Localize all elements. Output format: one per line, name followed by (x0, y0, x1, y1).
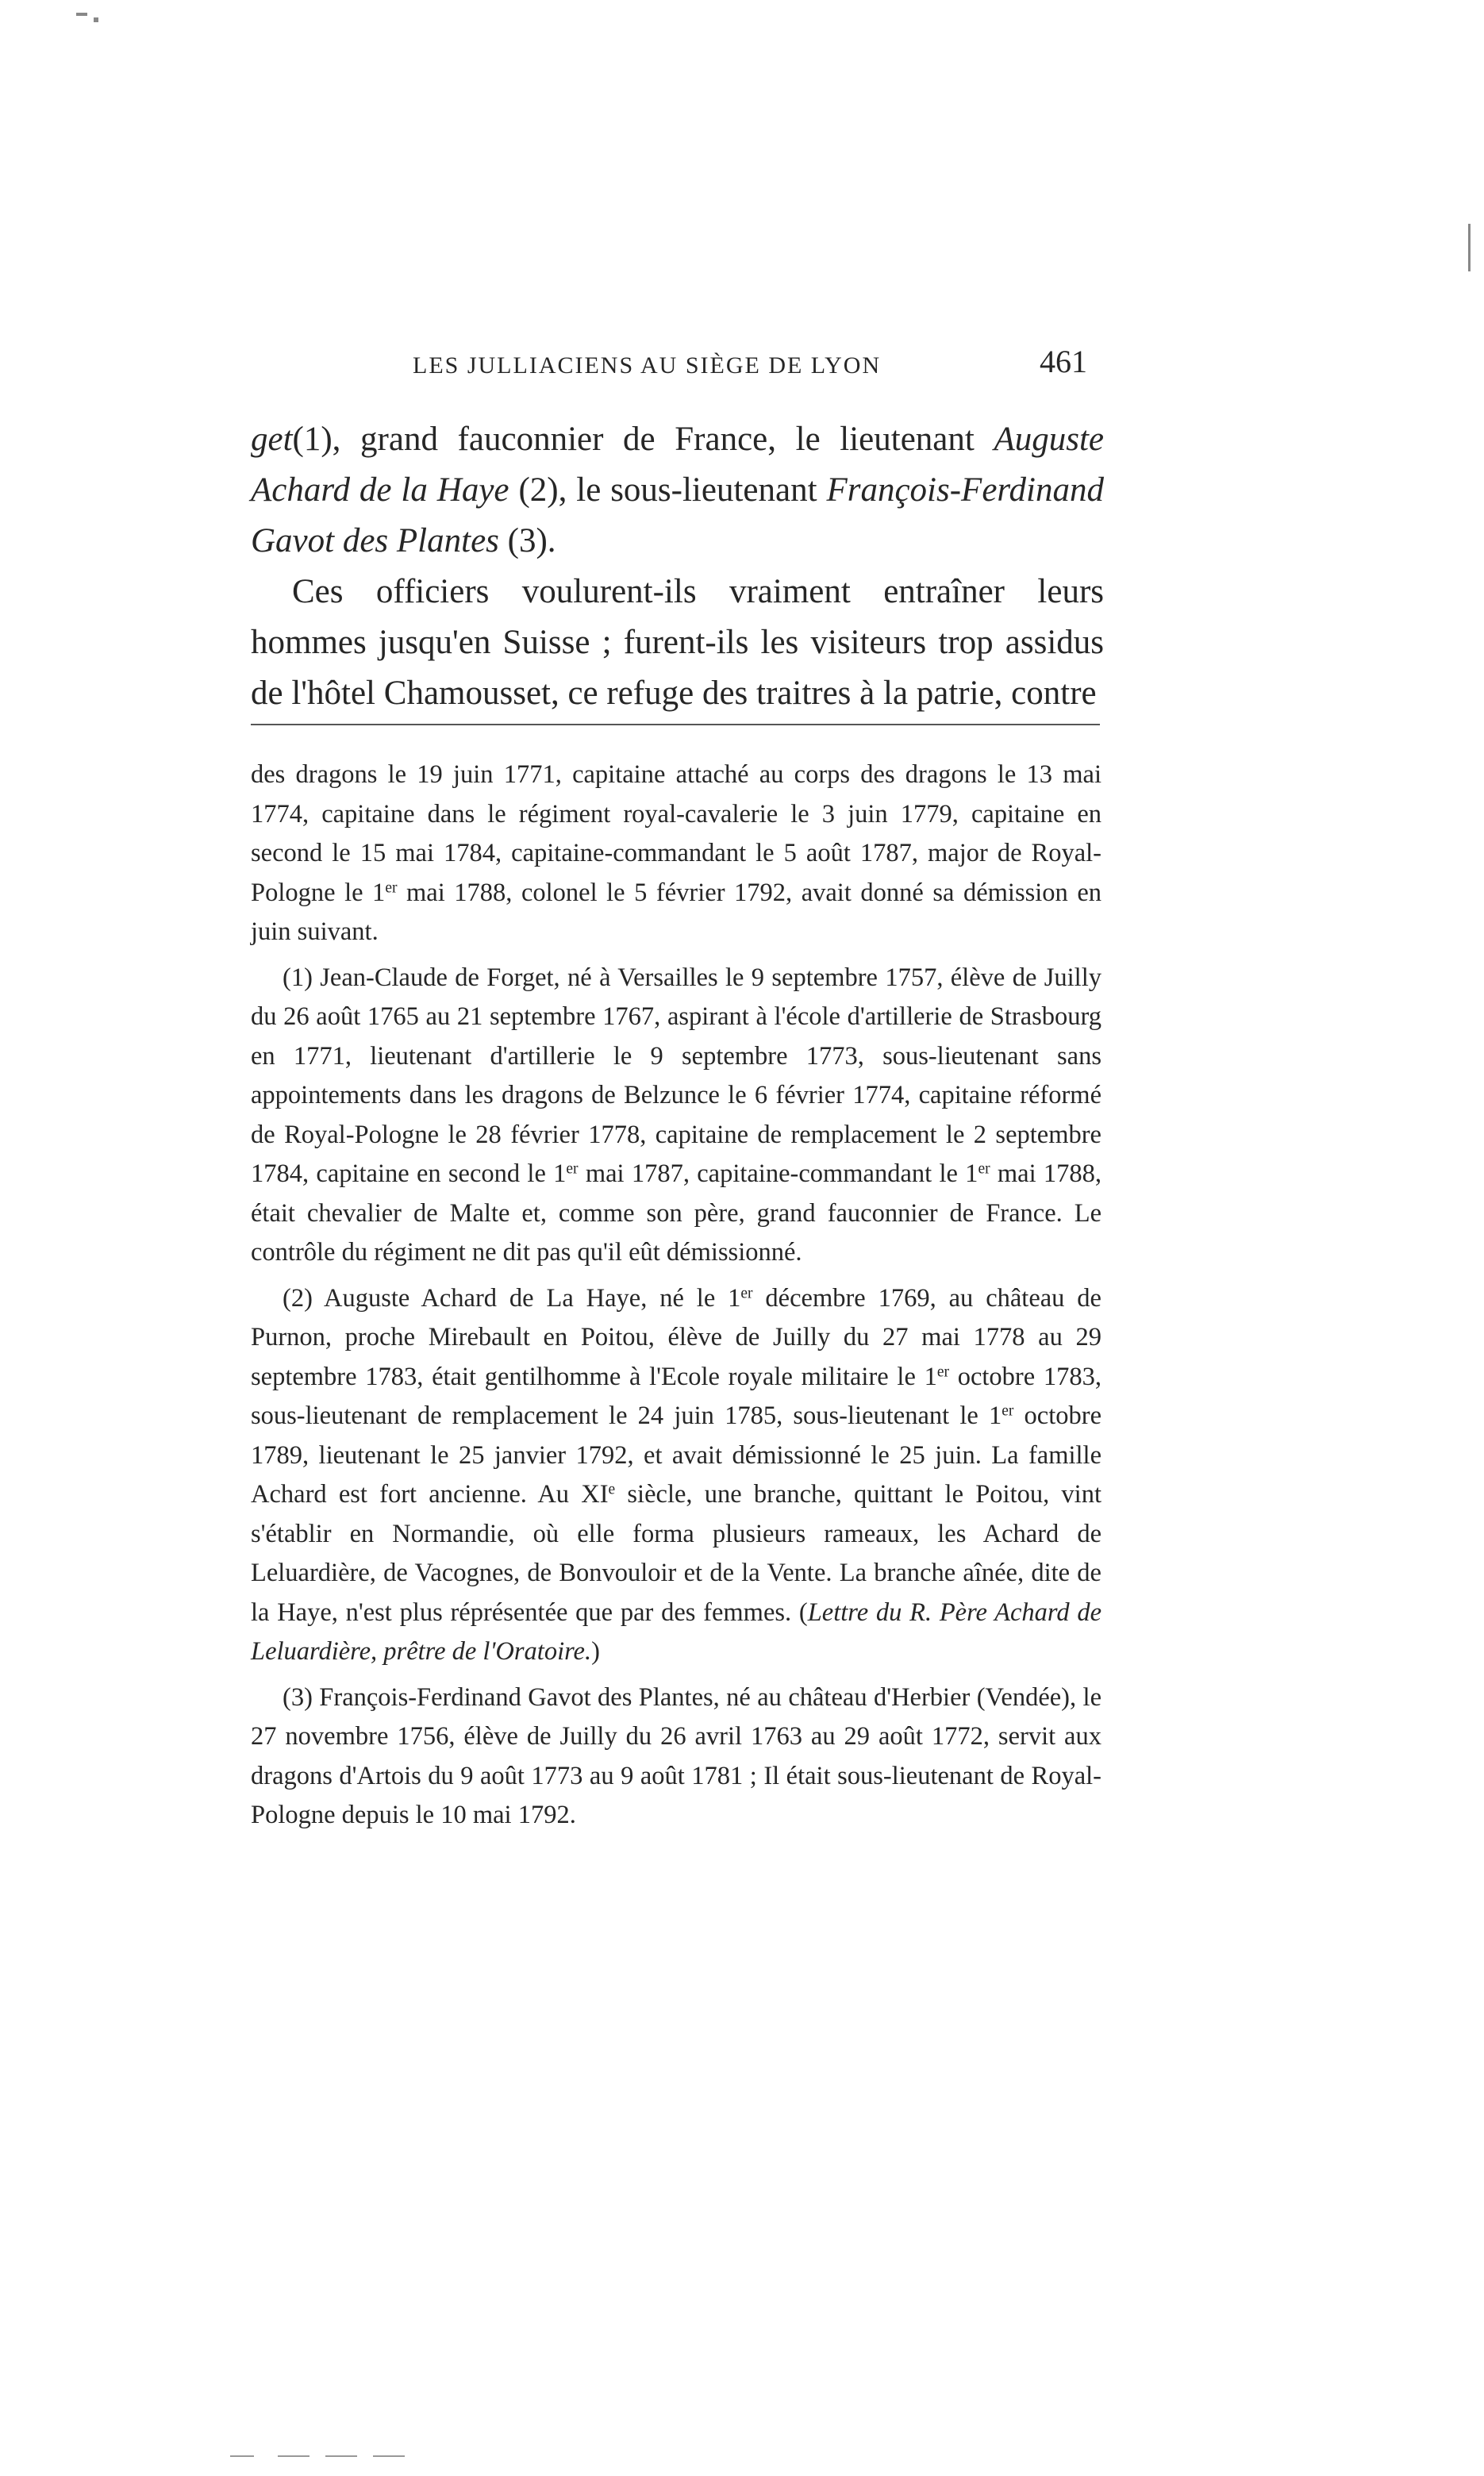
scan-mark (325, 2455, 357, 2457)
footnote-3: (3) François-Ferdinand Gavot des Plantes, né au château d'Herbier (Vendée), le 27 novembre 1756, élève de Juilly du 26 avril 1763 au 29 août 1772, servit aux dragons d'Artois du 9 août 1773 au 9 août 1781 ; Il était sous-lieutenant de Royal-Pologne depuis le 10 mai 1792. (251, 1682, 1101, 1829)
scan-speck (94, 17, 98, 22)
paragraph-1: get(1), grand fauconnier de France, le lieutenant Auguste Achard de la Haye (2), le sous-lieutenant François-Ferdinand Gavot des Plantes (3). (251, 421, 1104, 559)
italic-name: François-Ferdinand Gavot des Plantes (251, 471, 1104, 559)
footnotes (251, 755, 1101, 1842)
italic-fragment: get (251, 421, 293, 458)
footnote-1: (1) Jean-Claude de Forget, né à Versailles le 9 septembre 1757, élève de Juilly du 26 août 1765 au 21 septembre 1767, aspirant à l'école d'artillerie de Strasbourg en 1771, lieutenant d'artillerie le 9 septembre 1773, sous-lieutenant sans appointements dans les dragons de Belzunce le 6 février 1774, capitaine réformé de Royal-Pologne le 28 février 1778, capitaine de remplacement le 2 septembre 1784, capitaine en second le 1er mai 1787, capitaine-commandant le 1er mai 1788, était chevalier de Malte et, comme son père, grand fauconnier de France. Le contrôle du régiment ne dit pas qu'il eût démissionné. (251, 963, 1101, 1267)
running-header: LES JULLIACIENS AU SIÈGE DE LYON (413, 352, 882, 379)
italic-citation: Lettre du R. Père Achard de Leluardière, prêtre de l'Oratoire. (251, 1597, 1101, 1666)
paragraph-2: Ces officiers voulurent-ils vraiment entraîner leurs hommes jusqu'en Suisse ; furent-ils les visiteurs trop assidus de l'hôtel Chamousset, ce refuge des traitres à la patrie, contre (251, 573, 1104, 712)
scan-speck (1468, 224, 1471, 271)
footnote-continuation: des dragons le 19 juin 1771, capitaine attaché au corps des dragons le 13 mai 1774, capitaine dans le régiment royal-cavalerie le 3 juin 1779, capitaine en second le 15 mai 1784, capitaine-commandant le 5 août 1787, major de Royal-Pologne le 1er mai 1788, colonel le 5 février 1792, avait donné sa démission en juin suivant. (251, 760, 1101, 946)
scan-mark (230, 2455, 254, 2457)
page-number: 461 (1040, 344, 1087, 379)
footnote-separator (251, 724, 1100, 725)
footnote-2: (2) Auguste Achard de La Haye, né le 1er décembre 1769, au château de Purnon, proche Mirebault en Poitou, élève de Juilly du 27 mai 1778 au 29 septembre 1783, était gentilhomme à l'Ecole royale militaire le 1er octobre 1783, sous-lieutenant de remplacement le 24 juin 1785, sous-lieutenant le 1er octobre 1789, lieutenant le 25 janvier 1792, et avait démissionné le 25 juin. La famille Achard est fort ancienne. Au XIe siècle, une branche, quittant le Poitou, vint s'établir en Normandie, où elle forma plusieurs rameaux, les Achard de Leluardière, de Vacognes, de Bonvouloir et de la Vente. La branche aînée, dite de la Haye, n'est plus réprésentée que par des femmes. (Lettre du R. Père Achard de Leluardière, prêtre de l'Oratoire.) (251, 1283, 1102, 1666)
scan-speck (76, 13, 87, 16)
scan-mark (373, 2455, 405, 2457)
scan-mark (278, 2455, 309, 2457)
main-text (251, 414, 1104, 719)
italic-name: Auguste Achard de la Haye (251, 421, 1104, 509)
